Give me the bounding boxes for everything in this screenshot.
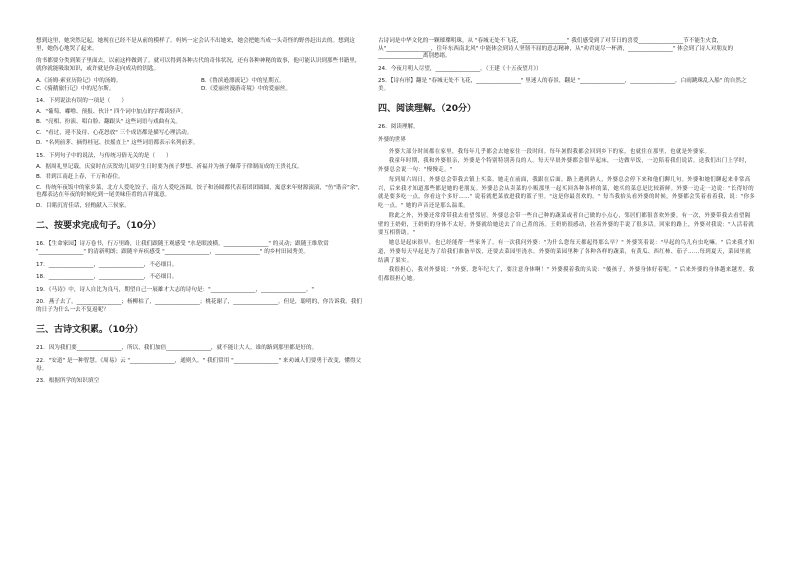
essay-title: 外婆的世界 [378, 136, 406, 143]
q23: 23．根据所学的知识填空 [36, 378, 100, 385]
q15-option-d: D．目睹沉宵佳话，轻酌献入三侯家。 [36, 202, 130, 209]
q13-option-d: D.《爱丽丝漫游奇境》中的爱丽丝。 [201, 85, 291, 92]
q15-option-c: C．传统年夜饭中的家乡菜，北方人爱吃饺子，南方人爱吃汤圆，饺子和汤圆都代表着团团圆圆，寓意来年财源滚滚，"鱼"谐音"余"，也都表达在年夜的时候吃到一尾美味佳肴的吉祥寓意。 [36, 184, 364, 199]
essay-paragraph-2: 我童年时期，我和外婆很亲，外婆是个特别特别善良的人。每天早晨外婆都会很早起床，一边做早饭，一边陪着我们说话。送我们出门上学时，外婆总会说一句："慢慢走。" [378, 158, 751, 174]
q14-option-c: C．"看过，迎不及待、心花怒放" 三个成语都是描写心理活动。 [36, 129, 193, 136]
q14-option-b: B．"亮相、扮演、唱白脸、翻跟头" 这些词语与戏曲有关。 [36, 119, 182, 126]
left-column [36, 38, 366, 391]
intro-paragraph-2: 的书都要分类到架子里面去，以前这样做到了。就可以得到各种古代的奇伟状况，还有各种神秘的故事，他可能认识到那些书籍里，就你就能吸取知识，或许就是你走向成功的钥匙。 [36, 58, 361, 72]
essay-paragraph-3: 每到周六周日，外婆总会带我去镇上买菜。她走在前面，我跟在后面。路上遇到熟人，外婆总会停下来和他们聊几句。外婆和她们聊起来非常高兴，后来我才知道那些都是她的老朋友。外婆总会从卖菜的小贩那里一起买回各种各样的菜，她买的菜总是比较新鲜。外婆一边走一边说："长得好的就是要多吃一点，你看这个多好……" 说着就把菜放进我的篮子里。"这是你最喜欢的。" 每当我抬头看外婆的时候，外婆都会笑着看着我，说："你多吃一点。" 她的声音还是那么温柔。 [378, 176, 756, 210]
right-column [378, 38, 756, 285]
q16: 16．【生命家园】诗万卷书，行万里路，让我们跟随王观感受 "水是眼波横，________________" 的灵动；跟随王维欣赏 "________________" 的清新明朗；跟随辛弃疾感受 "________________，________________" 的乡村田园秀美。 [36, 241, 329, 255]
q25: 25．【诗有形】翻是 "春城无处不飞花，________________" 里迷人的春景，翻是 "________________，________________，白雨跳珠乱入船" 的自然之美。 [378, 78, 747, 92]
q18: 18．________________，________________，不必细目。 [36, 274, 178, 281]
q24: 24．今夜月明人尽望，________________。（王建《十五夜望月》） [378, 65, 542, 72]
q22: 22．"安道" 是一种智慧。《周易》云 "________________，通则久。" 我们常用 "________________" 来劝诫人们要勇于改变，懂得父母。 [36, 357, 362, 372]
q20: 20．燕子去了，________________；杨柳枯了，________________；桃花谢了，________________。但是，聪明的，你告诉我，我们的日子为什么一去不复返呢？ [36, 299, 362, 313]
section-4-heading: 四、阅读理解。（20分） [378, 104, 477, 115]
essay-paragraph-5: 她总是起床很早，也已经能帮一些家务了。有一次我问外婆："为什么您每天都起得那么早？" 外婆笑着说："早起的鸟儿有虫吃嘛。" 后来我才知道，外婆每天早起是为了给我们准备早饭，还要去菜园里浇水。外婆的菜园里种了各种各样的蔬菜，有黄瓜、西红柿、茄子……每到夏天，菜园里就结满了果实。 [378, 240, 755, 264]
q13-option-c: C.《骑鹅旅行记》中的尼尔斯。 [36, 85, 115, 92]
q17: 17．________________，________________，不必细目。 [36, 261, 178, 268]
intro-paragraph-1: 想到这里，她突然记起，她现在已经不是从前的模样了。妈妈一定会认不出她来，她会把她当成一头奇怪的野兽赶出去的。想到这里，她伤心地哭了起来。 [36, 38, 355, 52]
q13-option-a: A.《汤姆·索亚历险记》中的汤姆。 [36, 78, 122, 85]
q13-options [36, 78, 366, 93]
essay-paragraph-4: 除此之外，外婆还常常带我去看望邻居。外婆总会带一些自己种的蔬菜或者自己做的小点心，邻居们都很喜欢外婆。有一次，外婆带我去看望隔壁的王奶奶，王奶奶的身体不太好，外婆就给她送去了自己煮的汤。王奶奶很感动，拉着外婆的手说了很多话。回家的路上，外婆对我说："人活着就要互相帮助。" [378, 212, 754, 237]
q26: 26．阅读理解。 [378, 124, 419, 131]
section-2-heading: 二、按要求完成句子。（10分） [36, 221, 162, 232]
q13-option-b: B.《鲁滨逊漂流记》中的星期五。 [201, 78, 285, 85]
q14-stem: 14．下列说法有误的一项是（ ） [36, 98, 128, 105]
q23-body: 古诗词是中华文化的一颗璀璨明珠。从 "春城无处不飞花，________________" 我们感受到了对节日的喜爱________________节不能生火食，从"________________，往年东西南北风" 中能体会到诗人坚韧不屈的意志精神，从"劝君更尽一杯酒，________________" 体会到了诗人对朋友的________________离别愁绪。 [378, 38, 734, 60]
q15-stem: 15．下列句子中的说法，与传统习俗无关的是（ ） [36, 153, 172, 160]
q15-option-a: A．据周礼里记载，庆宴时在庆贺幼儿周岁生日时要为孩子梦想、祈福并为孩子佩带于律制而成的王贵礼仪。 [36, 163, 303, 170]
section-3-heading: 三、古诗文积累。（10分） [36, 325, 144, 336]
q14-option-d: D．"名列前茅、摘得桂冠、扶摇直上" 这些词语都表示名列前茅。 [36, 140, 199, 147]
essay-paragraph-6: 我很担心，我对外婆说："外婆，您年纪大了，要注意身体啊！" 外婆摸着我的头说："傻孩子，外婆身体好着呢。" 后来外婆的身体越来越差，我们都很担心她。 [378, 267, 755, 283]
q14-option-a: A．"葡萄、嘟噜、预报、伙计" 四个词中加点的字都读轻声。 [36, 108, 187, 115]
q15-option-b: B．君到江南赶上春，千万和春住。 [36, 174, 124, 181]
essay-paragraph-1: 外婆大部分时间都在家里，我每年几乎都会去她家住一段时间。每年暑假我都会回到乡下的家，也就住在那里，也就是外婆家。 [388, 148, 711, 155]
q19: 19．《马诗》中，诗人自比为良马，期望自己一展雄才大志的诗句是："________________，________________。" [36, 286, 314, 293]
q21: 21．因为我们要________________，所以，我们加倍________________，就不能让大人，谁的路到那里都是好的。 [36, 345, 318, 352]
